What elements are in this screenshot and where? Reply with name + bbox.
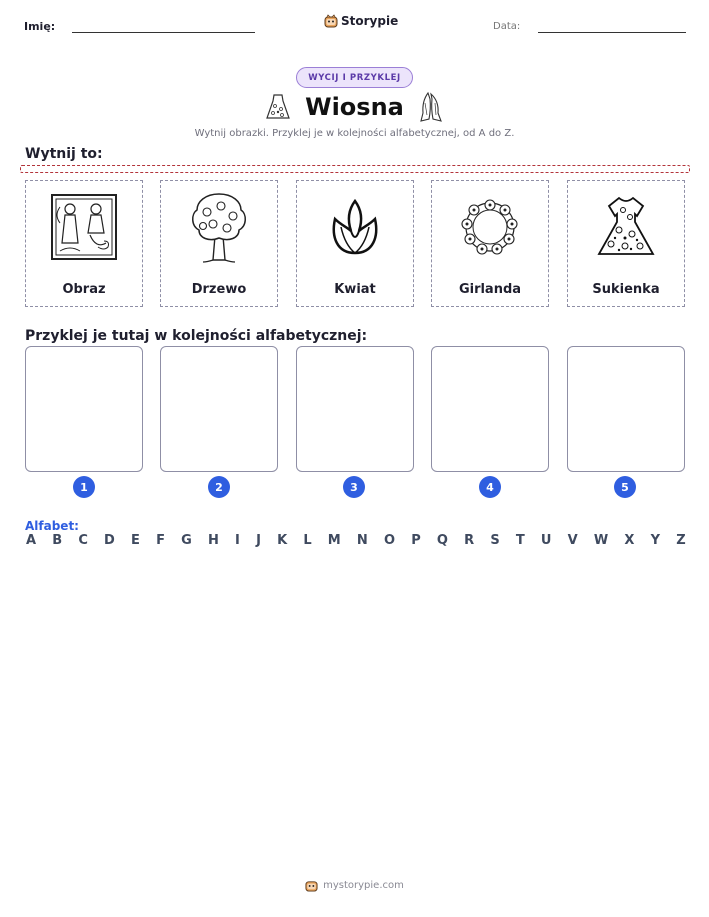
activity-badge: WYCIJ I PRZYKLEJ	[296, 67, 413, 88]
date-label: Data:	[493, 21, 521, 32]
tree-icon	[187, 190, 251, 264]
paste-section-label: Przyklej je tutaj w kolejności alfabetycznej:	[25, 328, 368, 344]
cut-dashed-line	[20, 165, 690, 173]
alphabet-row	[26, 533, 686, 548]
alphabet-letter: M	[327, 533, 341, 548]
flower-icon	[327, 197, 383, 257]
alphabet-letter: L	[303, 533, 312, 548]
alphabet-letter: Z	[676, 533, 686, 548]
pie-mascot-icon	[324, 14, 338, 28]
cut-card-drzewo[interactable]	[160, 180, 278, 307]
alphabet-letter: P	[411, 533, 421, 548]
cut-card-girlanda[interactable]	[431, 180, 549, 307]
pie-mascot-icon	[305, 879, 318, 892]
alphabet-letter: E	[131, 533, 140, 548]
alphabet-letter: A	[26, 533, 37, 548]
card-label: Sukienka	[592, 282, 660, 297]
storypie-logo	[324, 14, 398, 28]
alphabet-letter: T	[515, 533, 525, 548]
instructions: Wytnij obrazki. Przyklej je w kolejności alfabetycznej, od A do Z.	[194, 128, 515, 139]
date-field-line[interactable]	[538, 32, 686, 33]
page-footer	[0, 879, 709, 892]
wreath-icon	[457, 194, 523, 260]
page-title: Wiosna	[305, 93, 404, 121]
alphabet-letter: Y	[650, 533, 661, 548]
alphabet-letter: Q	[436, 533, 448, 548]
alphabet-letter: S	[490, 533, 500, 548]
alphabet-letter: H	[207, 533, 219, 548]
alphabet-letter: U	[540, 533, 552, 548]
title-row	[0, 90, 709, 124]
cut-card-obraz[interactable]	[25, 180, 143, 307]
alphabet-letter: O	[383, 533, 396, 548]
paste-slot-5[interactable]	[567, 346, 685, 472]
cut-section-label: Wytnij to:	[25, 146, 103, 162]
card-label: Drzewo	[191, 282, 247, 297]
alphabet-letter: V	[567, 533, 578, 548]
alphabet-letter: R	[464, 533, 475, 548]
card-label: Kwiat	[334, 282, 376, 297]
paste-slot-3[interactable]	[296, 346, 414, 472]
name-label: Imię:	[24, 20, 56, 33]
dress-doodle-icon	[265, 93, 291, 121]
name-field-line[interactable]	[72, 32, 255, 33]
alphabet-letter: F	[156, 533, 165, 548]
logo-text: Storypie	[341, 14, 399, 28]
worksheet-header	[0, 0, 709, 50]
cut-card-kwiat[interactable]	[296, 180, 414, 307]
paste-slot-1[interactable]	[25, 346, 143, 472]
paste-slot-4[interactable]	[431, 346, 549, 472]
scarf-doodle-icon	[418, 91, 444, 123]
slot-number-4: 4	[479, 476, 501, 498]
footer-url: mystorypie.com	[323, 880, 404, 891]
dress-icon	[595, 194, 657, 260]
slot-number-1: 1	[73, 476, 95, 498]
alphabet-letter: C	[78, 533, 88, 548]
alphabet-letter: N	[356, 533, 368, 548]
alphabet-letter: D	[104, 533, 115, 548]
paste-slot-2[interactable]	[160, 346, 278, 472]
alphabet-letter: X	[624, 533, 635, 548]
alphabet-label: Alfabet:	[25, 519, 79, 533]
cut-card-sukienka[interactable]	[567, 180, 685, 307]
alphabet-letter: K	[277, 533, 288, 548]
alphabet-letter: J	[256, 533, 261, 548]
card-label: Obraz	[62, 282, 106, 297]
slot-number-3: 3	[343, 476, 365, 498]
alphabet-letter: W	[593, 533, 609, 548]
alphabet-letter: I	[235, 533, 240, 548]
alphabet-letter: B	[52, 533, 63, 548]
painting-icon	[50, 193, 118, 261]
slot-number-2: 2	[208, 476, 230, 498]
card-label: Girlanda	[458, 282, 522, 297]
alphabet-letter: G	[181, 533, 192, 548]
slot-number-5: 5	[614, 476, 636, 498]
